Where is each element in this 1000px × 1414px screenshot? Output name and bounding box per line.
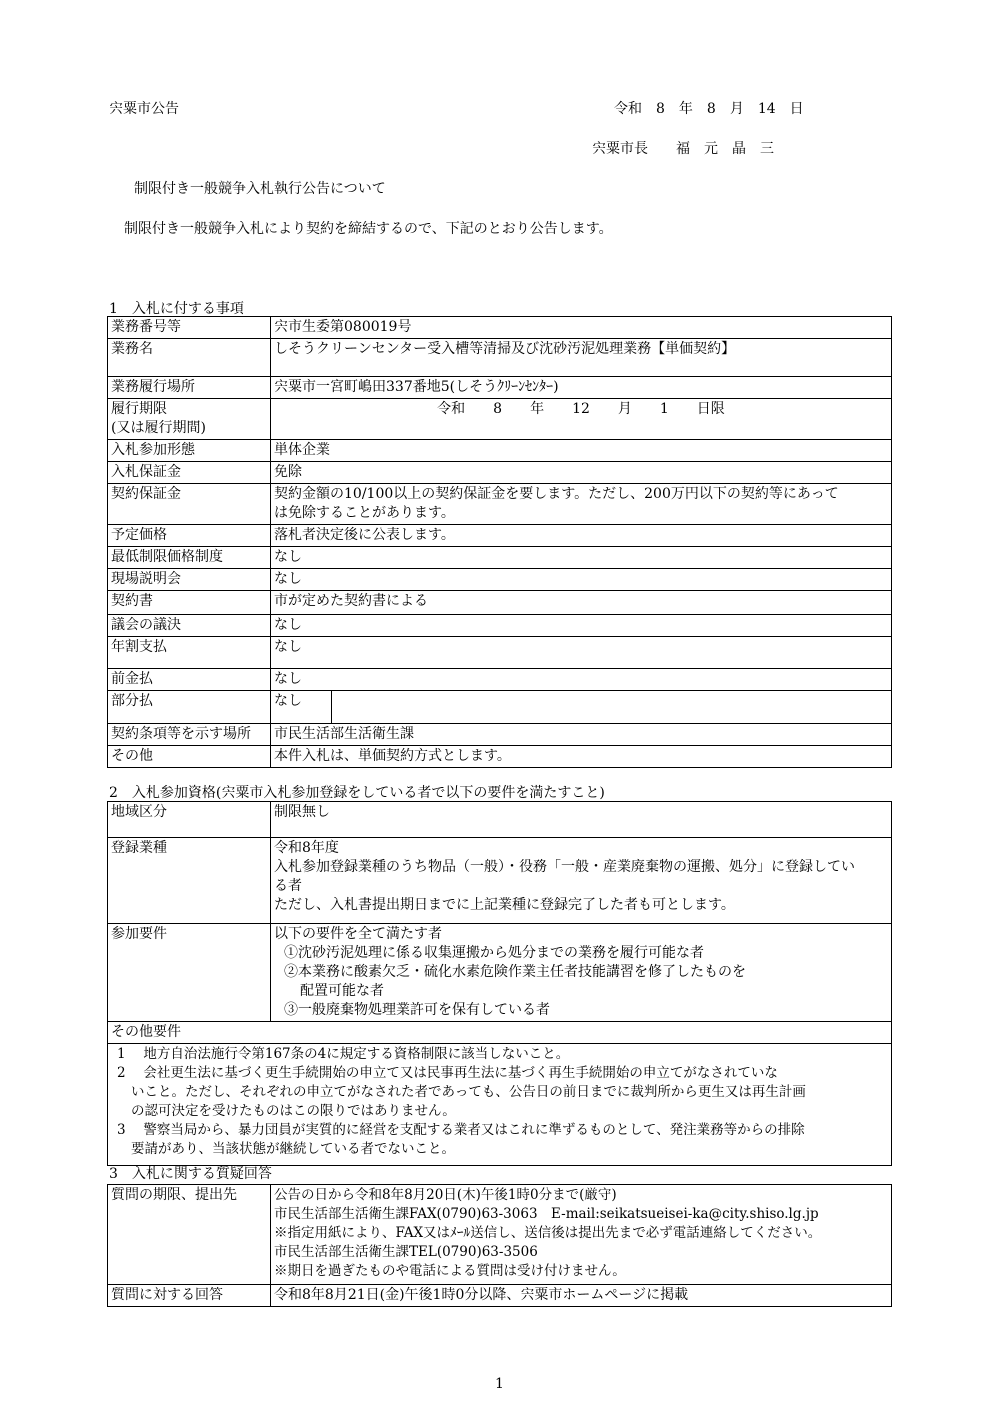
- value-site-briefing: なし: [271, 569, 892, 591]
- value-area: 制限無し: [271, 802, 892, 838]
- label-question-deadline: 質問の期限、提出先: [108, 1185, 271, 1285]
- value-estimated-price: 落札者決定後に公表します。: [271, 525, 892, 547]
- value-contract-place: 市民生活部生活衛生課: [271, 724, 892, 746]
- label-location: 業務履行場所: [108, 377, 271, 399]
- value-other-requirements: 1 地方自治法施行令第167条の4に規定する資格制限に該当しないこと。 2 会社更生法に基づく更生手続開始の申立て又は民事再生法に基づく再生手続開始の申立てがなされていな いこと。ただし、それぞれの申立てがなされた者であっても、公告日の前日までに裁判所から更生又は再生計画 の認可決定を受けたものはこの限りではありません。 3 警察当局から、暴力団員が実質的に経営を支配する業者又はこれに準ずるものとして、発注業務等からの排除 要請があり、当該状態が継続している者でないこと。: [108, 1044, 892, 1166]
- section3-table: [107, 1184, 892, 1307]
- value-category: 令和8年度 入札参加登録業種のうち物品（一般）・役務「一般・産業廃棄物の運搬、処分」に登録してい る者 ただし、入札書提出期日までに上記業種に登録完了した者も可とします。: [271, 838, 892, 924]
- section2-heading: 2 入札参加資格(宍粟市入札参加登録をしている者で以下の要件を満たすこと): [109, 785, 605, 801]
- label-other: その他: [108, 746, 271, 768]
- label-estimated-price: 予定価格: [108, 525, 271, 547]
- value-business-name: しそうクリーンセンター受入槽等清掃及び沈砂汚泥処理業務【単価契約】: [271, 339, 892, 377]
- value-advance-payment: なし: [271, 669, 892, 691]
- label-business-number: 業務番号等: [108, 317, 271, 339]
- value-contract-doc: 市が定めた契約書による: [271, 591, 892, 615]
- label-council: 議会の議決: [108, 615, 271, 637]
- label-advance-payment: 前金払: [108, 669, 271, 691]
- value-question-deadline: 公告の日から令和8年8月20日(木)午後1時0分まで(厳守) 市民生活部生活衛生課FAX(0790)63-3063 E-mail:seikatsueisei-ka@city.shiso.lg.jp ※指定用紙により、FAX又はﾒｰﾙ送信し、送信後は提出先まで必ず電話連絡してください。 市民生活部生活衛生課TEL(0790)63-3506 ※期日を過ぎたものや電話による質問は受け付けません。: [271, 1185, 892, 1285]
- value-participation: 単体企業: [271, 440, 892, 462]
- value-requirements: 以下の要件を全て満たす者 ①沈砂汚泥処理に係る収集運搬から処分までの業務を履行可能な者 ②本業務に酸素欠乏・硫化水素危険作業主任者技能講習を修了したものを 配置可能な者 ③一般廃棄物処理業許可を保有している者: [271, 924, 892, 1022]
- label-contract-bond: 契約保証金: [108, 484, 271, 525]
- label-bid-bond: 入札保証金: [108, 462, 271, 484]
- page-title: 制限付き一般競争入札執行公告について: [134, 181, 386, 197]
- value-answer: 令和8年8月21日(金)午後1時0分以降、宍粟市ホームページに掲載: [271, 1285, 892, 1307]
- value-business-number: 宍市生委第080019号: [271, 317, 892, 339]
- label-answer: 質問に対する回答: [108, 1285, 271, 1307]
- section2-table: [107, 801, 892, 1166]
- section3-heading: 3 入札に関する質疑回答: [109, 1166, 272, 1182]
- value-council: なし: [271, 615, 892, 637]
- label-partial-payment: 部分払: [108, 691, 271, 724]
- intro-text: 制限付き一般競争入札により契約を締結するので、下記のとおり公告します。: [124, 221, 613, 237]
- section1-table: [107, 316, 892, 768]
- label-min-price: 最低制限価格制度: [108, 547, 271, 569]
- label-annual-payment: 年割支払: [108, 637, 271, 669]
- publisher: 宍粟市公告: [109, 101, 179, 117]
- value-min-price: なし: [271, 547, 892, 569]
- value-partial-payment: なし: [271, 691, 892, 724]
- value-contract-bond: 契約金額の10/100以上の契約保証金を要します。ただし、200万円以下の契約等にあって は免除することがあります。: [271, 484, 892, 525]
- label-requirements: 参加要件: [108, 924, 271, 1022]
- label-contract-place: 契約条項等を示す場所: [108, 724, 271, 746]
- value-other: 本件入札は、単価契約方式とします。: [271, 746, 892, 768]
- label-deadline: 履行期限 (又は履行期間): [108, 399, 271, 440]
- value-location: 宍粟市一宮町嶋田337番地5(しそうｸﾘｰﾝｾﾝﾀｰ): [271, 377, 892, 399]
- page-number: 1: [495, 1376, 504, 1392]
- label-other-requirements: その他要件: [108, 1022, 892, 1044]
- label-business-name: 業務名: [108, 339, 271, 377]
- label-contract-doc: 契約書: [108, 591, 271, 615]
- label-participation: 入札参加形態: [108, 440, 271, 462]
- value-bid-bond: 免除: [271, 462, 892, 484]
- section1-heading: 1 入札に付する事項: [109, 301, 244, 317]
- value-annual-payment: なし: [271, 637, 892, 669]
- label-category: 登録業種: [108, 838, 271, 924]
- label-site-briefing: 現場説明会: [108, 569, 271, 591]
- value-deadline: 令和 8 年 12 月 1 日限: [271, 399, 892, 440]
- notice-date: 令和 8 年 8 月 14 日: [614, 101, 804, 117]
- label-area: 地域区分: [108, 802, 271, 838]
- signer: 宍粟市長 福 元 晶 三: [592, 141, 774, 157]
